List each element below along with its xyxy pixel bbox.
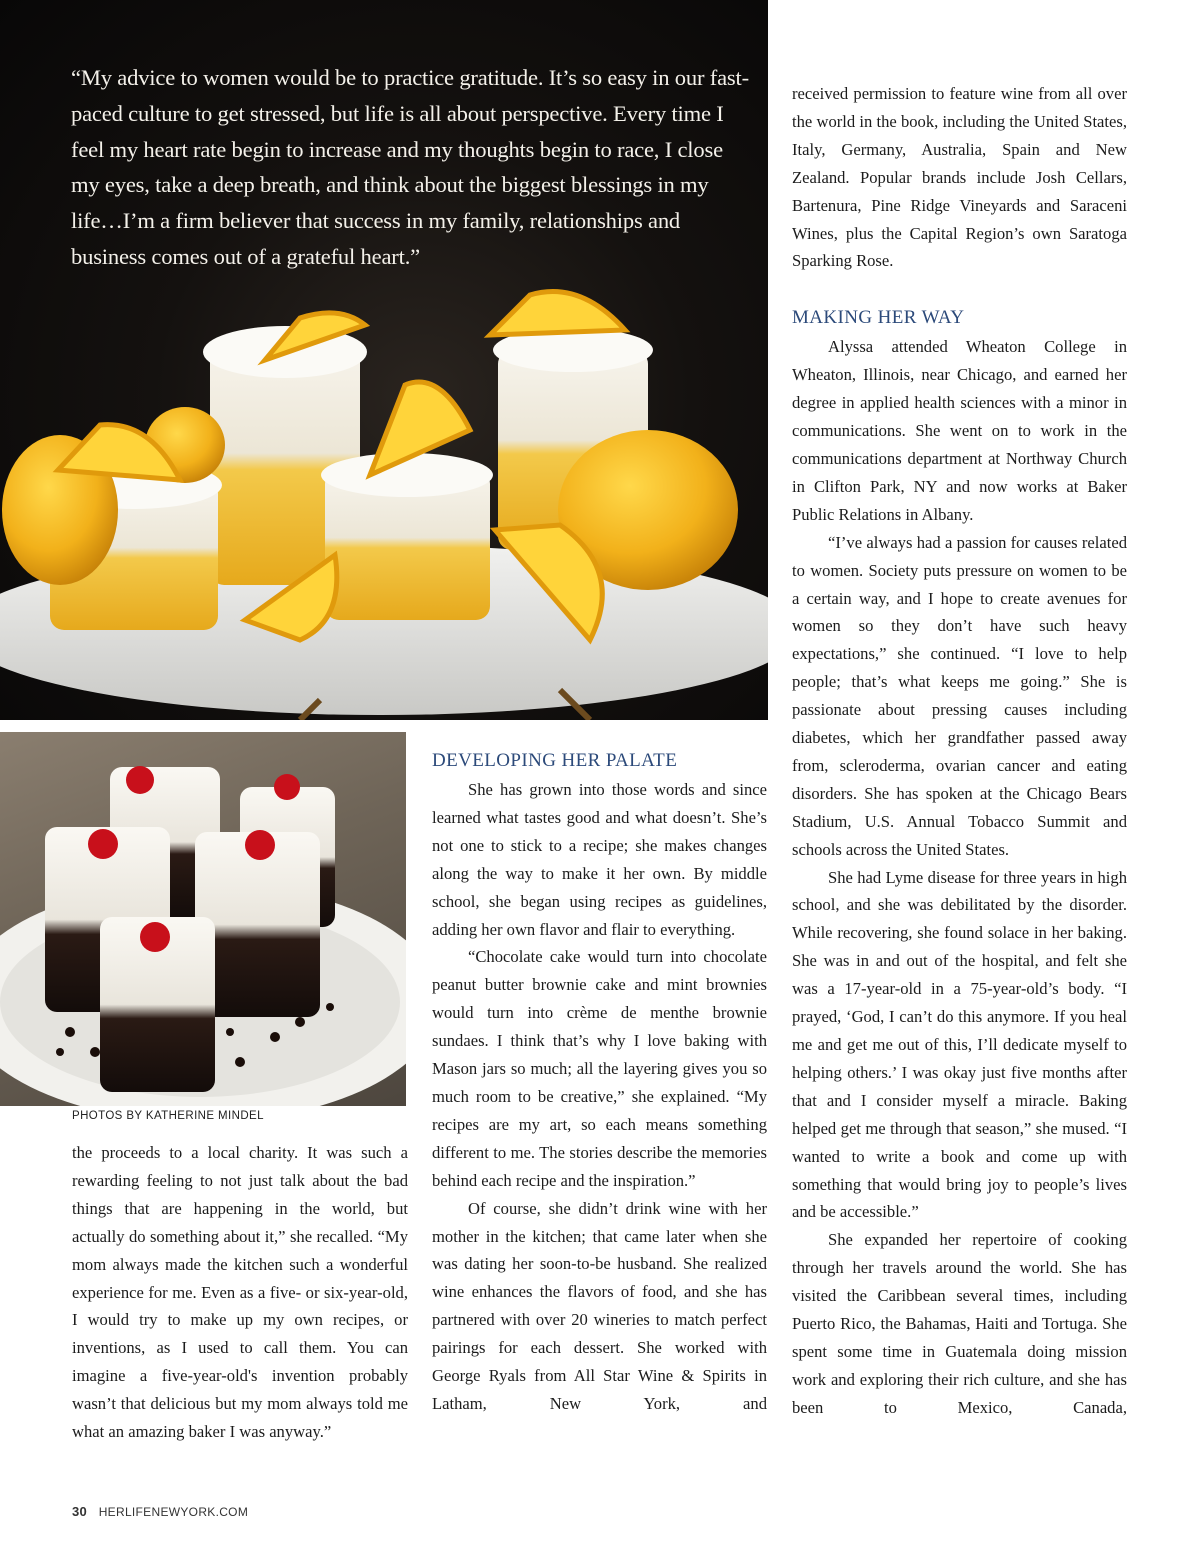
chocolate-jars-illustration [0,732,406,1106]
section-heading-developing: DEVELOPING HER PALATE [432,750,678,771]
photo-credit: PHOTOS BY KATHERINE MINDEL [72,1110,264,1122]
column-3 [792,80,1127,1422]
col3-paragraph-4: She expanded her repertoire of cooking through her travels around the world. She has visited the Caribbean several times, including Puerto Rico, the Bahamas, Haiti and Tortuga. She spent some time in Guatemala doing mission work and exploring their rich culture, and she has been to Mexico, Canada, [792,1230,1127,1417]
column-1 [72,1139,408,1446]
col2-paragraph-3: Of course, she didn’t drink wine with her mother in the kitchen; that came later when she was dating her soon-to-be husband. She realized wine enhances the flavors of food, and she has partnered with over 20 wineries to match perfect pairings for each dessert. She worked with George Ryals from All Star Wine & Spirits in Latham, New York, and [432,1198,767,1413]
col3-paragraph-1: Alyssa attended Wheaton College in Wheaton, Illinois, near Chicago, and earned her degree in applied health sciences with a minor in communications. She went on to work in the communications department at Northway Church in Clifton Park, NY and now works at Baker Public Relations in Albany. [792,337,1127,524]
site-url: HERLIFENEWYORK.COM [98,1505,249,1519]
pull-quote: “My advice to women would be to practice gratitude. It’s so easy in our fast-paced culture to get stressed, but life is all about perspective. Every time I feel my heart rate begin to increase and my thoughts begin to race, I close my eyes, take a deep breath, and think about the biggest blessings in my life…I’m a firm believer that success in my family, relationships and business comes out of a grateful heart.” [71,65,749,269]
page-footer [72,1504,248,1519]
col2-paragraph-2: “Chocolate cake would turn into chocolate peanut butter brownie cake and mint brownies would turn into crème de menthe brownie sundaes. I think that’s why I love baking with Mason jars so much; all the layering gives you so much room to be creative,” she explained. “My recipes are my art, so each means something different to me. The stories describe the memories behind each recipe and the inspiration.” [432,947,767,1190]
col3-intro-paragraph: received permission to feature wine from all over the world in the book, including the United States, Italy, Germany, Australia, Spain and New Zealand. Popular brands include Josh Cellars, Bartenura, Pine Ridge Vineyards and Saraceni Wines, plus the Capital Region’s own Saratoga Sparking Rose. [792,84,1127,271]
hero-photo-lemon-desserts [0,0,768,720]
col1-paragraph-1: the proceeds to a local charity. It was such a rewarding feeling to not just talk about the bad things that are happening in the world, but actually do something about it,” she recalled. “My mom always made the kitchen such a wonderful experience for me. Even as a five- or six-year-old, I would try to make up my own recipes, or inventions, as I used to call them. You can imagine a five-year-old's invention probably wasn’t that delicious but my mom always told me what an amazing baker I was anyway.” [72,1143,408,1442]
section-heading-making: MAKING HER WAY [792,307,965,329]
col3-paragraph-2: “I’ve always had a passion for causes related to women. Society puts pressure on women to be a certain way, and I hope to create avenues for women so they don’t have such heavy expectations,” she continued. “I love to help people; that’s what keeps me going.” She is passionate about pressing causes including diabetes, which her grandfather passed away from, scleroderma, ovarian cancer and eating disorders. She has spoken at the Chicago Bears Stadium, U.S. Annual Tobacco Summit and schools across the United States. [792,532,1127,859]
page-number: 30 [72,1504,88,1519]
chocolate-jars-photo [0,732,406,1106]
column-2 [432,746,767,1418]
col2-paragraph-1: She has grown into those words and since learned what tastes good and what doesn’t. She’s not one to stick to a recipe; she makes changes along the way to make it her own. By middle school, she began using recipes as guidelines, adding her own flavor and flair to everything. [432,780,767,939]
col3-paragraph-3: She had Lyme disease for three years in high school, and she was debilitated by the disorder. While recovering, she found solace in her baking. She was in and out of the hospital, and felt she was a 17-year-old in a 75-year-old’s body. “I prayed, ‘God, I can’t do this anymore. If you heal me and get me out of this, I’ll dedicate myself to helping others.’ I was okay just five months after that and I consider myself a miracle. Baking helped get me through that season,” she mused. “I wanted to write a book and come up with something that would bring joy to people’s lives and be accessible.” [792,867,1127,1222]
